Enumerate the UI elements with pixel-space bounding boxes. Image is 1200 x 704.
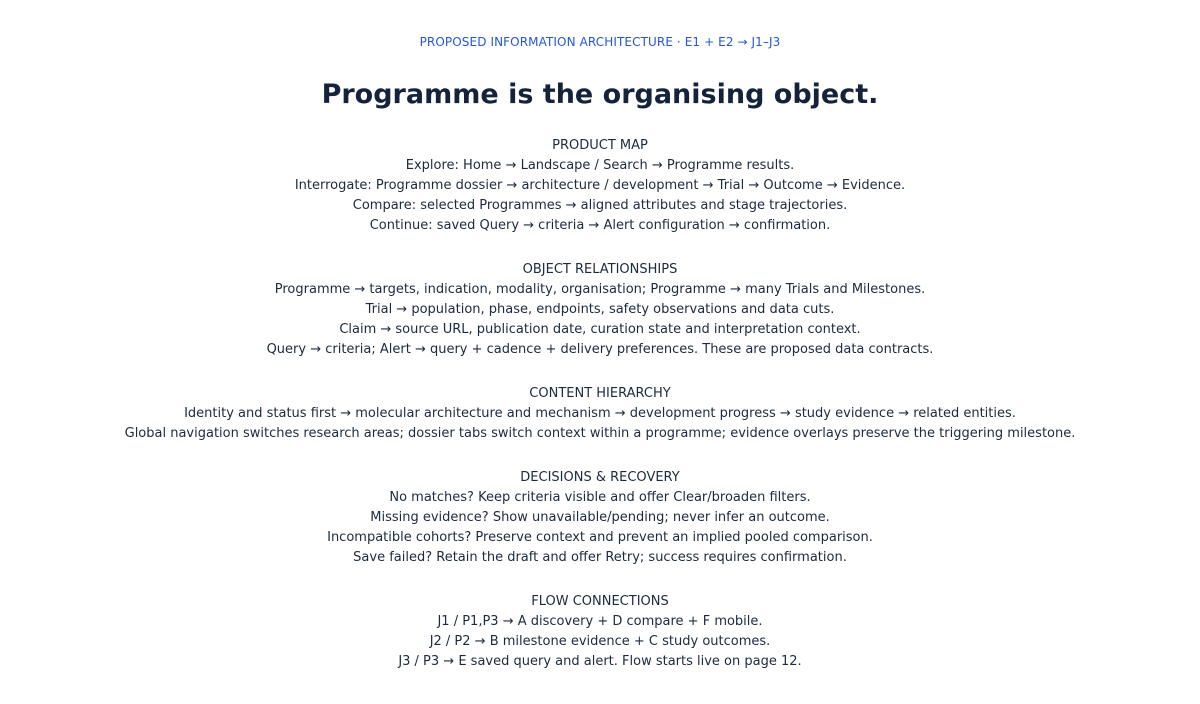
section-line: J3 / P3 → E saved query and alert. Flow starts live on page 12.: [398, 654, 802, 669]
section-line: Interrogate: Programme dossier → architecture / development → Trial → Outcome → Evidence.: [294, 178, 906, 193]
section-content-hierarchy: [0, 384, 1200, 444]
section-line: Save failed? Retain the draft and offer Retry; success requires confirmation.: [353, 550, 847, 565]
section-line: J1 / P1,P3 → A discovery + D compare + F mobile.: [437, 614, 763, 629]
section-line: No matches? Keep criteria visible and offer Clear/broaden filters.: [389, 490, 811, 505]
section-line: Query → criteria; Alert → query + cadence + delivery preferences. These are proposed data contracts.: [266, 342, 934, 357]
section-line: Global navigation switches research areas; dossier tabs switch context within a programme; evidence overlays preserve the triggering milestone.: [124, 426, 1076, 441]
section-line: Continue: saved Query → criteria → Alert configuration → confirmation.: [369, 218, 831, 233]
section-heading: CONTENT HIERARCHY: [529, 386, 671, 401]
section-line: Identity and status first → molecular architecture and mechanism → development progress → study evidence → related entities.: [184, 406, 1016, 421]
section-decisions-recovery: [0, 468, 1200, 568]
sections-container: [0, 136, 1200, 696]
section-line: Trial → population, phase, endpoints, safety observations and data cuts.: [365, 302, 835, 317]
section-line: Programme → targets, indication, modality, organisation; Programme → many Trials and Milestones.: [274, 282, 926, 297]
section-heading: FLOW CONNECTIONS: [531, 594, 669, 609]
section-heading: PRODUCT MAP: [552, 138, 648, 153]
section-line: J2 / P2 → B milestone evidence + C study outcomes.: [429, 634, 771, 649]
section-line: Explore: Home → Landscape / Search → Programme results.: [405, 158, 795, 173]
section-flow-connections: [0, 592, 1200, 672]
section-line: Missing evidence? Show unavailable/pending; never infer an outcome.: [370, 510, 830, 525]
section-object-relationships: [0, 260, 1200, 360]
section-heading: DECISIONS & RECOVERY: [520, 470, 680, 485]
section-line: Compare: selected Programmes → aligned attributes and stage trajectories.: [352, 198, 848, 213]
page-title: Programme is the organising object.: [321, 79, 879, 110]
section-line: Incompatible cohorts? Preserve context and prevent an implied pooled comparison.: [327, 530, 873, 545]
section-product-map: [0, 136, 1200, 236]
section-line: Claim → source URL, publication date, curation state and interpretation context.: [339, 322, 861, 337]
eyebrow-label: PROPOSED INFORMATION ARCHITECTURE · E1 + E2 → J1–J3: [419, 35, 781, 49]
section-heading: OBJECT RELATIONSHIPS: [522, 262, 678, 277]
